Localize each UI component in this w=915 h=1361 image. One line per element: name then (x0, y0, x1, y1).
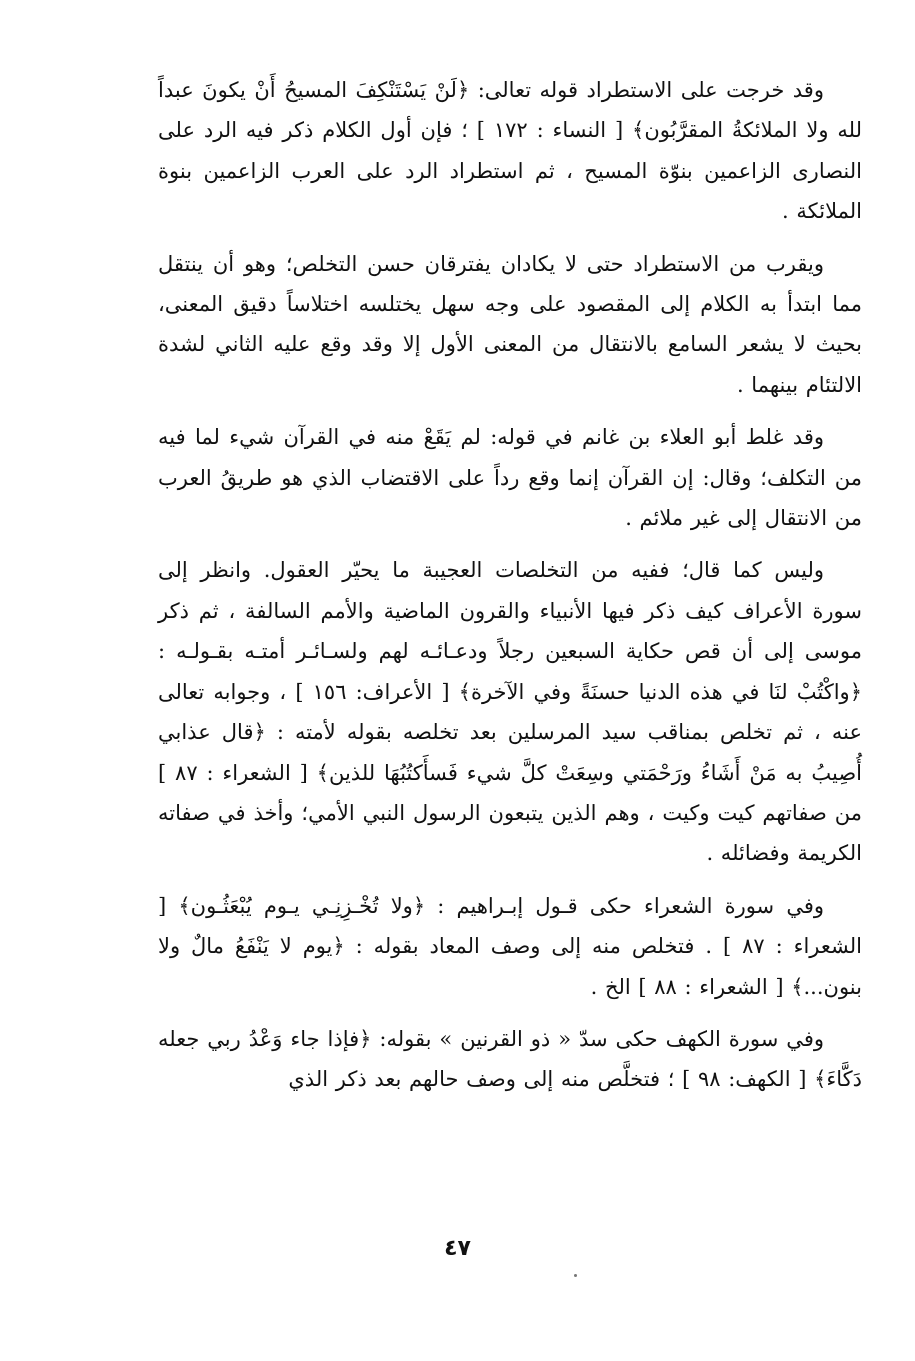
print-dot (574, 1274, 577, 1277)
paragraph-surat-alaraf: وليس كما قال؛ ففيه من التخلصات العجيبة ما يحيّر العقول. وانظر إلى سورة الأعراف كيف ذكر فيها الأنبياء والقرون الماضية والأمم السالفة ، ثم ذكر موسى إلى أن قص حكاية السبعين رجلاً ودعـائـه لهم ولسـائـر أمتـه بقـولـه : ﴿واكْتُبْ لنَا في هذه الدنيا حسنَةً وفي الآخرة﴾ [ الأعراف: ١٥٦ ] ، وجوابه تعالى عنه ، ثم تخلص بمناقب سيد المرسلين بعد تخلصه بقوله لأمته : ﴿قال عذابي أُصِيبُ به مَنْ أَشَاءُ ورَحْمَتي وسِعَتْ كلَّ شيء فَسأَكتُبُهَا للذين﴾ [ الشعراء : ٨٧ ] من صفاتهم كيت وكيت ، وهم الذين يتبعون الرسول النبي الأمي؛ وأخذ في صفاته الكريمة وفضائله . (158, 558, 862, 866)
paragraph-abu-alala: وقد غلط أبو العلاء بن غانم في قوله: لم يَقَعْ منه في القرآن شيء لما فيه من التكلف؛ وقال: إن القرآن إنما وقع رداً على الاقتضاب الذي هو طريقُ العرب من الانتقال إلى غير ملائم . (158, 425, 862, 531)
paragraph-surat-alkahf: وفي سورة الكهف حكى سدّ « ذو القرنين » بقوله: ﴿فإذا جاء وَعْدُ ربي جعله دَكَّاءَ﴾ [ الكهف: ٩٨ ] ؛ فتخلَّص منه إلى وصف حالهم بعد ذكر الذي (158, 1026, 862, 1092)
page-number: ٤٧ (444, 1236, 471, 1261)
body-text (158, 70, 862, 1112)
paragraph-husn-altakhalus: ويقرب من الاستطراد حتى لا يكادان يفترقان حسن التخلص؛ وهو أن ينتقل مما ابتدأ به الكلام إلى المقصود على وجه سهل يختلسه اختلاساً دقيق المعنى، بحيث لا يشعر السامع بالانتقال من المعنى الأول إلا وقد وقع عليه الثاني لشدة الالتئام بينهما . (158, 251, 862, 397)
paragraph-surat-alshuara: وفي سورة الشعراء حكى قـول إبـراهيم : ﴿ولا تُخْـزِنِـي يـوم يُبْعَثُـون﴾ [ الشعراء : ٨٧ ] . فتخلص منه إلى وصف المعاد بقوله : ﴿يوم لا يَنْفَعُ مالٌ ولا بنون...﴾ [ الشعراء : ٨٨ ] الخ . (158, 893, 862, 999)
paragraph-istitrad: وقد خرجت على الاستطراد قوله تعالى: ﴿لَنْ يَسْتَنْكِفَ المسيحُ أَنْ يكونَ عبداً لله ولا الملائكةُ المقرَّبُون﴾ [ النساء : ١٧٢ ] ؛ فإن أول الكلام ذكر فيه الرد على النصارى الزاعمين بنوّة المسيح ، ثم استطراد الرد على العرب الزاعمين بنوة الملائكة . (158, 78, 862, 224)
